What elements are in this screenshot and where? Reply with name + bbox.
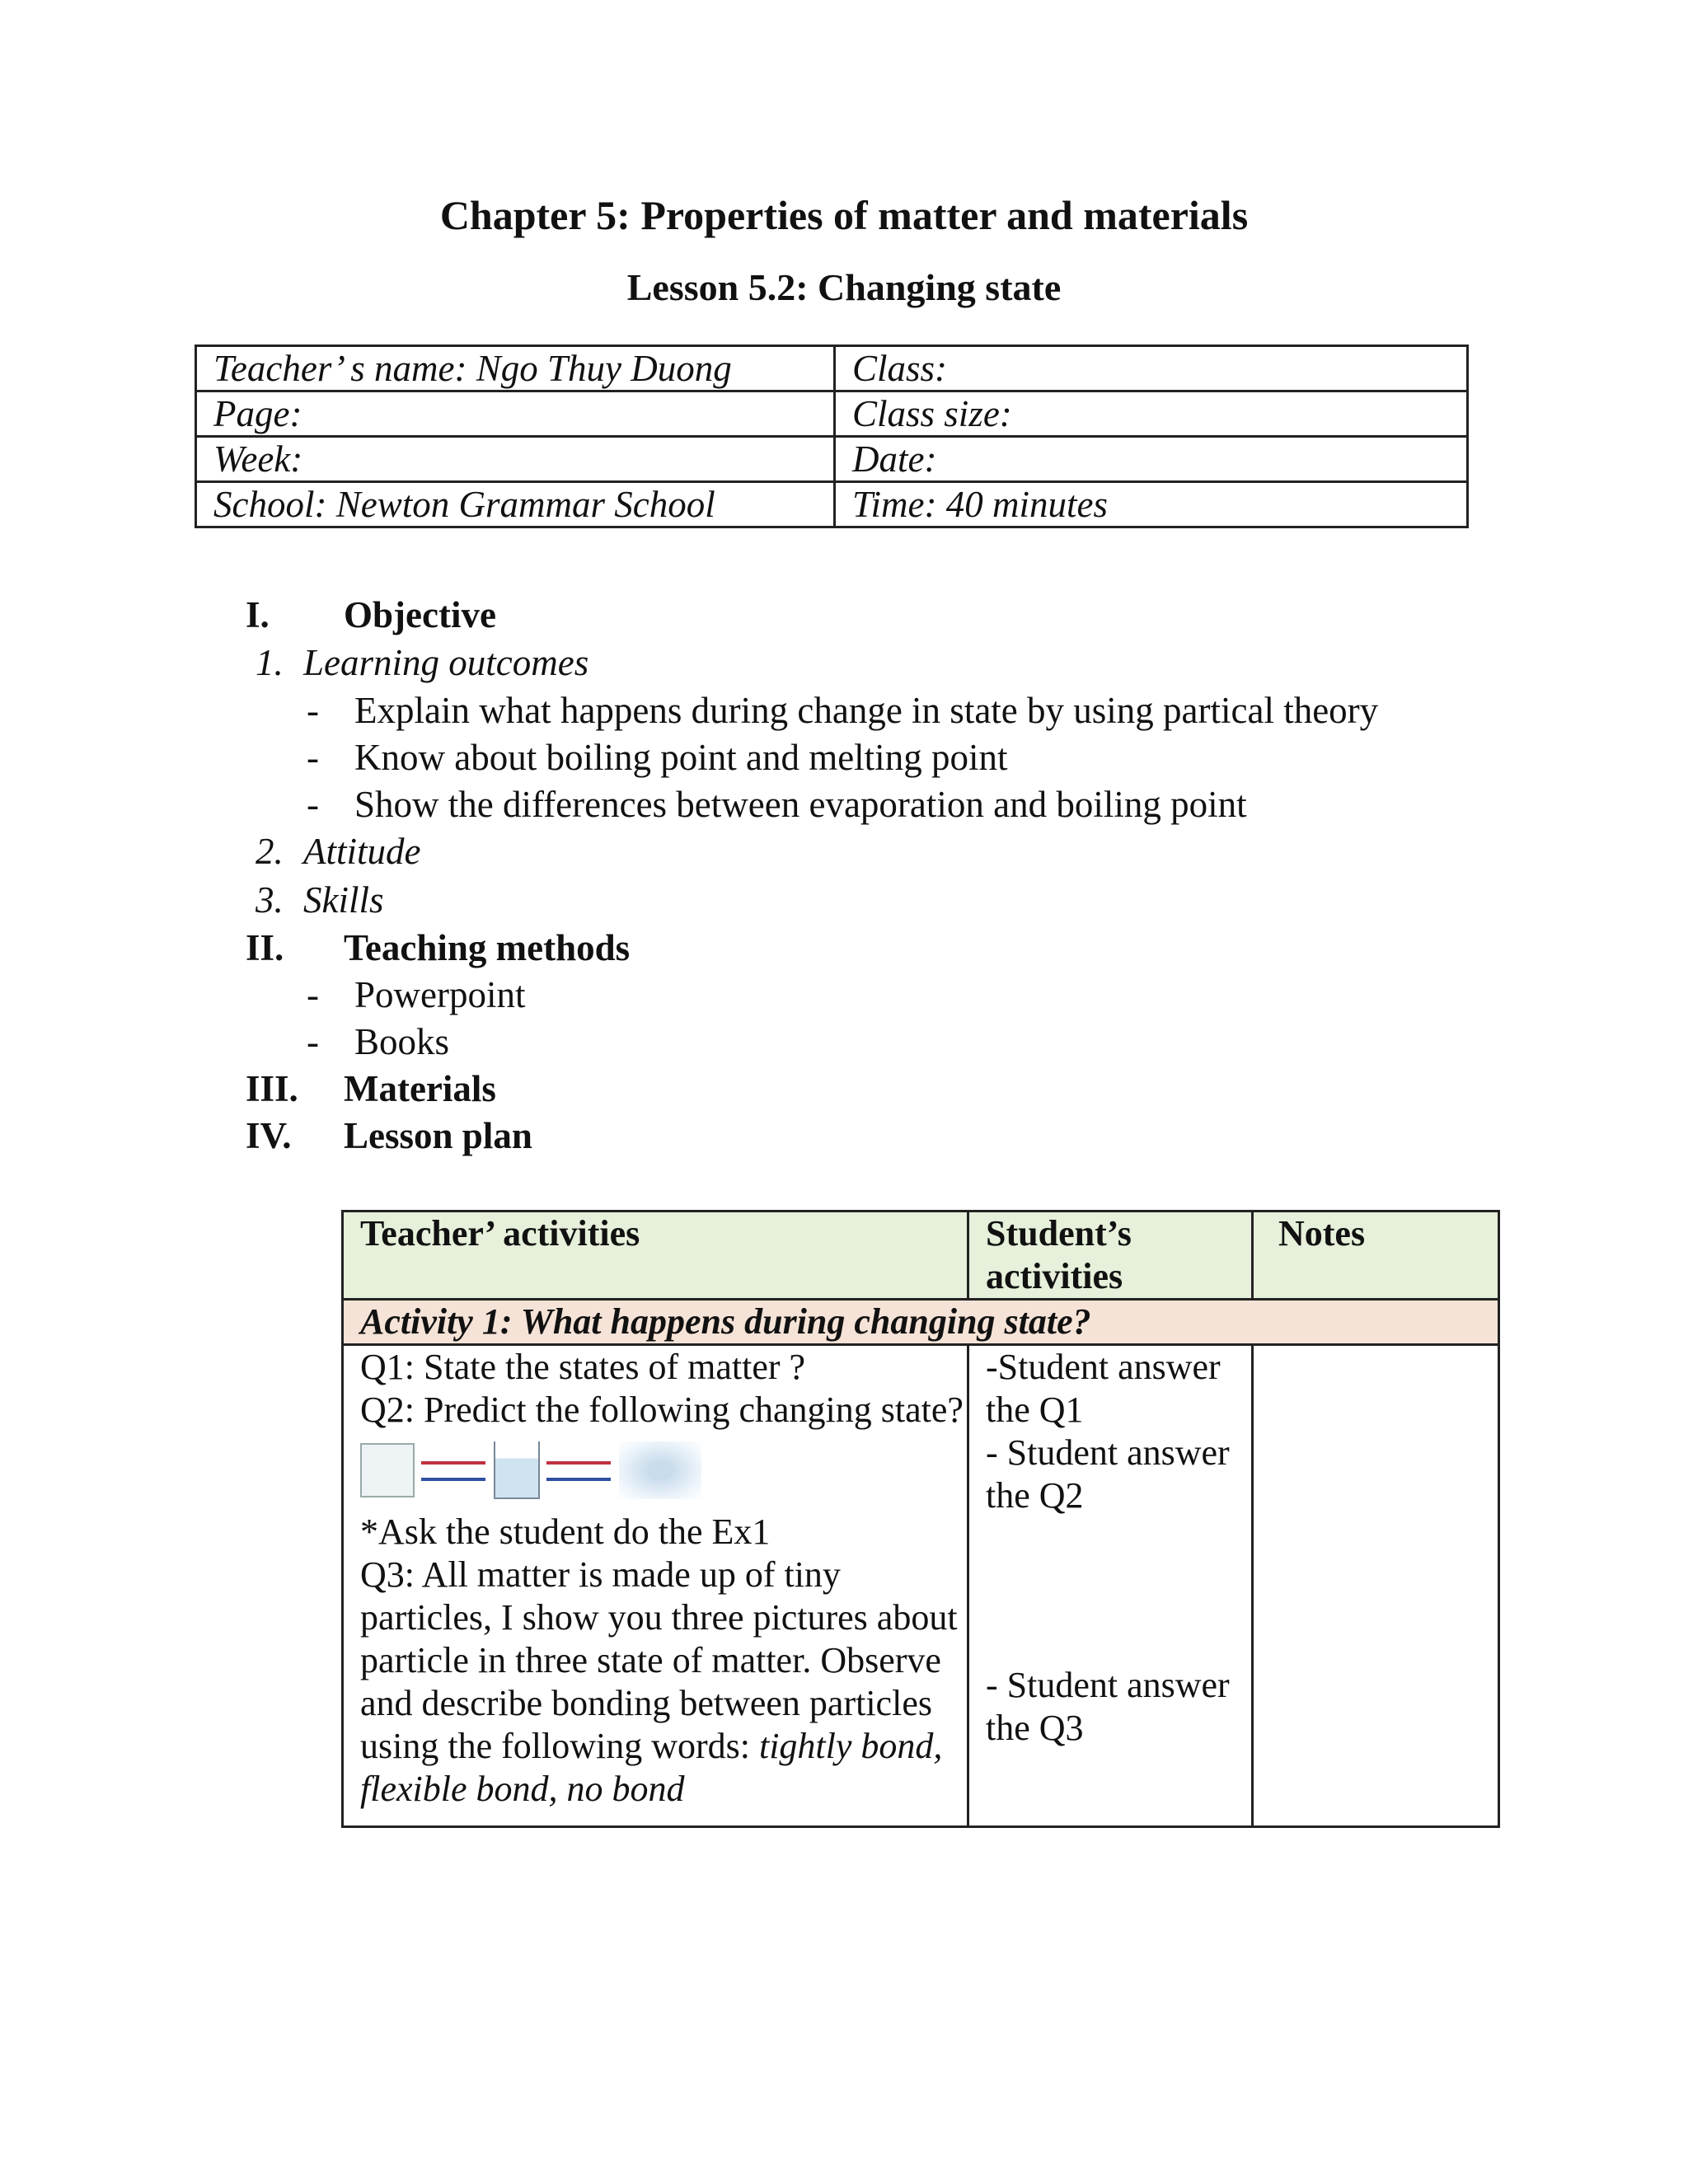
student-activities-cell [968,1345,1253,1827]
chapter-title: Chapter 5: Properties of matter and materials [439,192,1249,238]
student-answer-q2: - Student answer the Q2 [986,1432,1230,1516]
method-books: Books [354,1021,450,1062]
section-4-number: IV. [246,1115,292,1156]
subsection-1-1-heading: Learning outcomes [303,642,589,683]
question-1: Q1: State the states of matter ? [360,1347,806,1387]
section-3-heading: Materials [344,1068,496,1109]
teacher-activities-cell [343,1345,968,1827]
page-cell: Page: [196,391,835,437]
subsection-1-1-number: 1. [256,642,284,683]
notes-cell [1253,1345,1499,1827]
header-notes: Notes [1253,1212,1499,1300]
section-1-number: I. [246,594,270,635]
learning-outcome-3: Show the differences between evaporation and boiling point [354,784,1247,825]
boiling-condensation-arrows-icon [546,1450,612,1491]
section-4-heading: Lesson plan [344,1115,532,1156]
state-change-diagram [360,1436,967,1504]
activity-1-title: Activity 1: What happens during changing state? [343,1300,1499,1345]
class-cell: Class: [835,346,1468,391]
bullet-dash: - [307,974,319,1015]
teacher-name-cell: Teacher’ s name: Ngo Thuy Duong [196,346,835,391]
method-powerpoint: Powerpoint [354,974,526,1015]
time-cell: Time: 40 minutes [835,482,1468,527]
question-2: Q2: Predict the following changing state? [360,1390,964,1430]
gas-cloud-icon [619,1441,701,1499]
header-teacher-activities: Teacher’ activities [343,1212,968,1300]
subsection-1-2-heading: Attitude [303,831,421,872]
lesson-title: Lesson 5.2: Changing state [626,266,1062,308]
subsection-1-3-number: 3. [256,879,284,921]
table-header-row [343,1212,1499,1300]
student-answer-q3: - Student answer the Q3 [986,1665,1230,1748]
school-cell: School: Newton Grammar School [196,482,835,527]
question-3 [360,1554,967,1811]
learning-outcome-1: Explain what happens during change in state by using partical theory [354,690,1379,731]
learning-outcome-2: Know about boiling point and melting point [354,737,1008,778]
week-cell: Week: [196,437,835,482]
student-answer-q1: -Student answer the Q1 [986,1347,1221,1430]
bullet-dash: - [307,690,319,731]
date-cell: Date: [835,437,1468,482]
activity-row [343,1300,1499,1345]
section-3-number: III. [246,1068,298,1109]
section-2-number: II. [246,927,284,968]
liquid-beaker-icon [494,1441,540,1499]
lesson-plan-table [341,1210,1500,1828]
header-student-activities: Student’s activities [968,1212,1253,1300]
exercise-1-instruction: *Ask the student do the Ex1 [360,1511,771,1552]
bullet-dash: - [307,784,319,825]
question-3-words: tightly bond, flexible bond, no bond [360,1726,943,1809]
question-3-text: Q3: All matter is made up of tiny particles, I show you three pictures about particle in three state of matter. Observe and describe bonding between particles using the following words: [360,1554,958,1766]
subsection-1-2-number: 2. [256,831,284,872]
solid-cube-icon [360,1443,415,1497]
melting-freezing-arrows-icon [421,1450,487,1491]
class-size-cell: Class size: [835,391,1468,437]
bullet-dash: - [307,737,319,778]
table-row [343,1345,1499,1827]
subsection-1-3-heading: Skills [303,879,384,921]
section-2-heading: Teaching methods [344,927,631,968]
lesson-info-table [195,344,1469,528]
section-1-heading: Objective [344,594,496,635]
bullet-dash: - [307,1021,319,1062]
